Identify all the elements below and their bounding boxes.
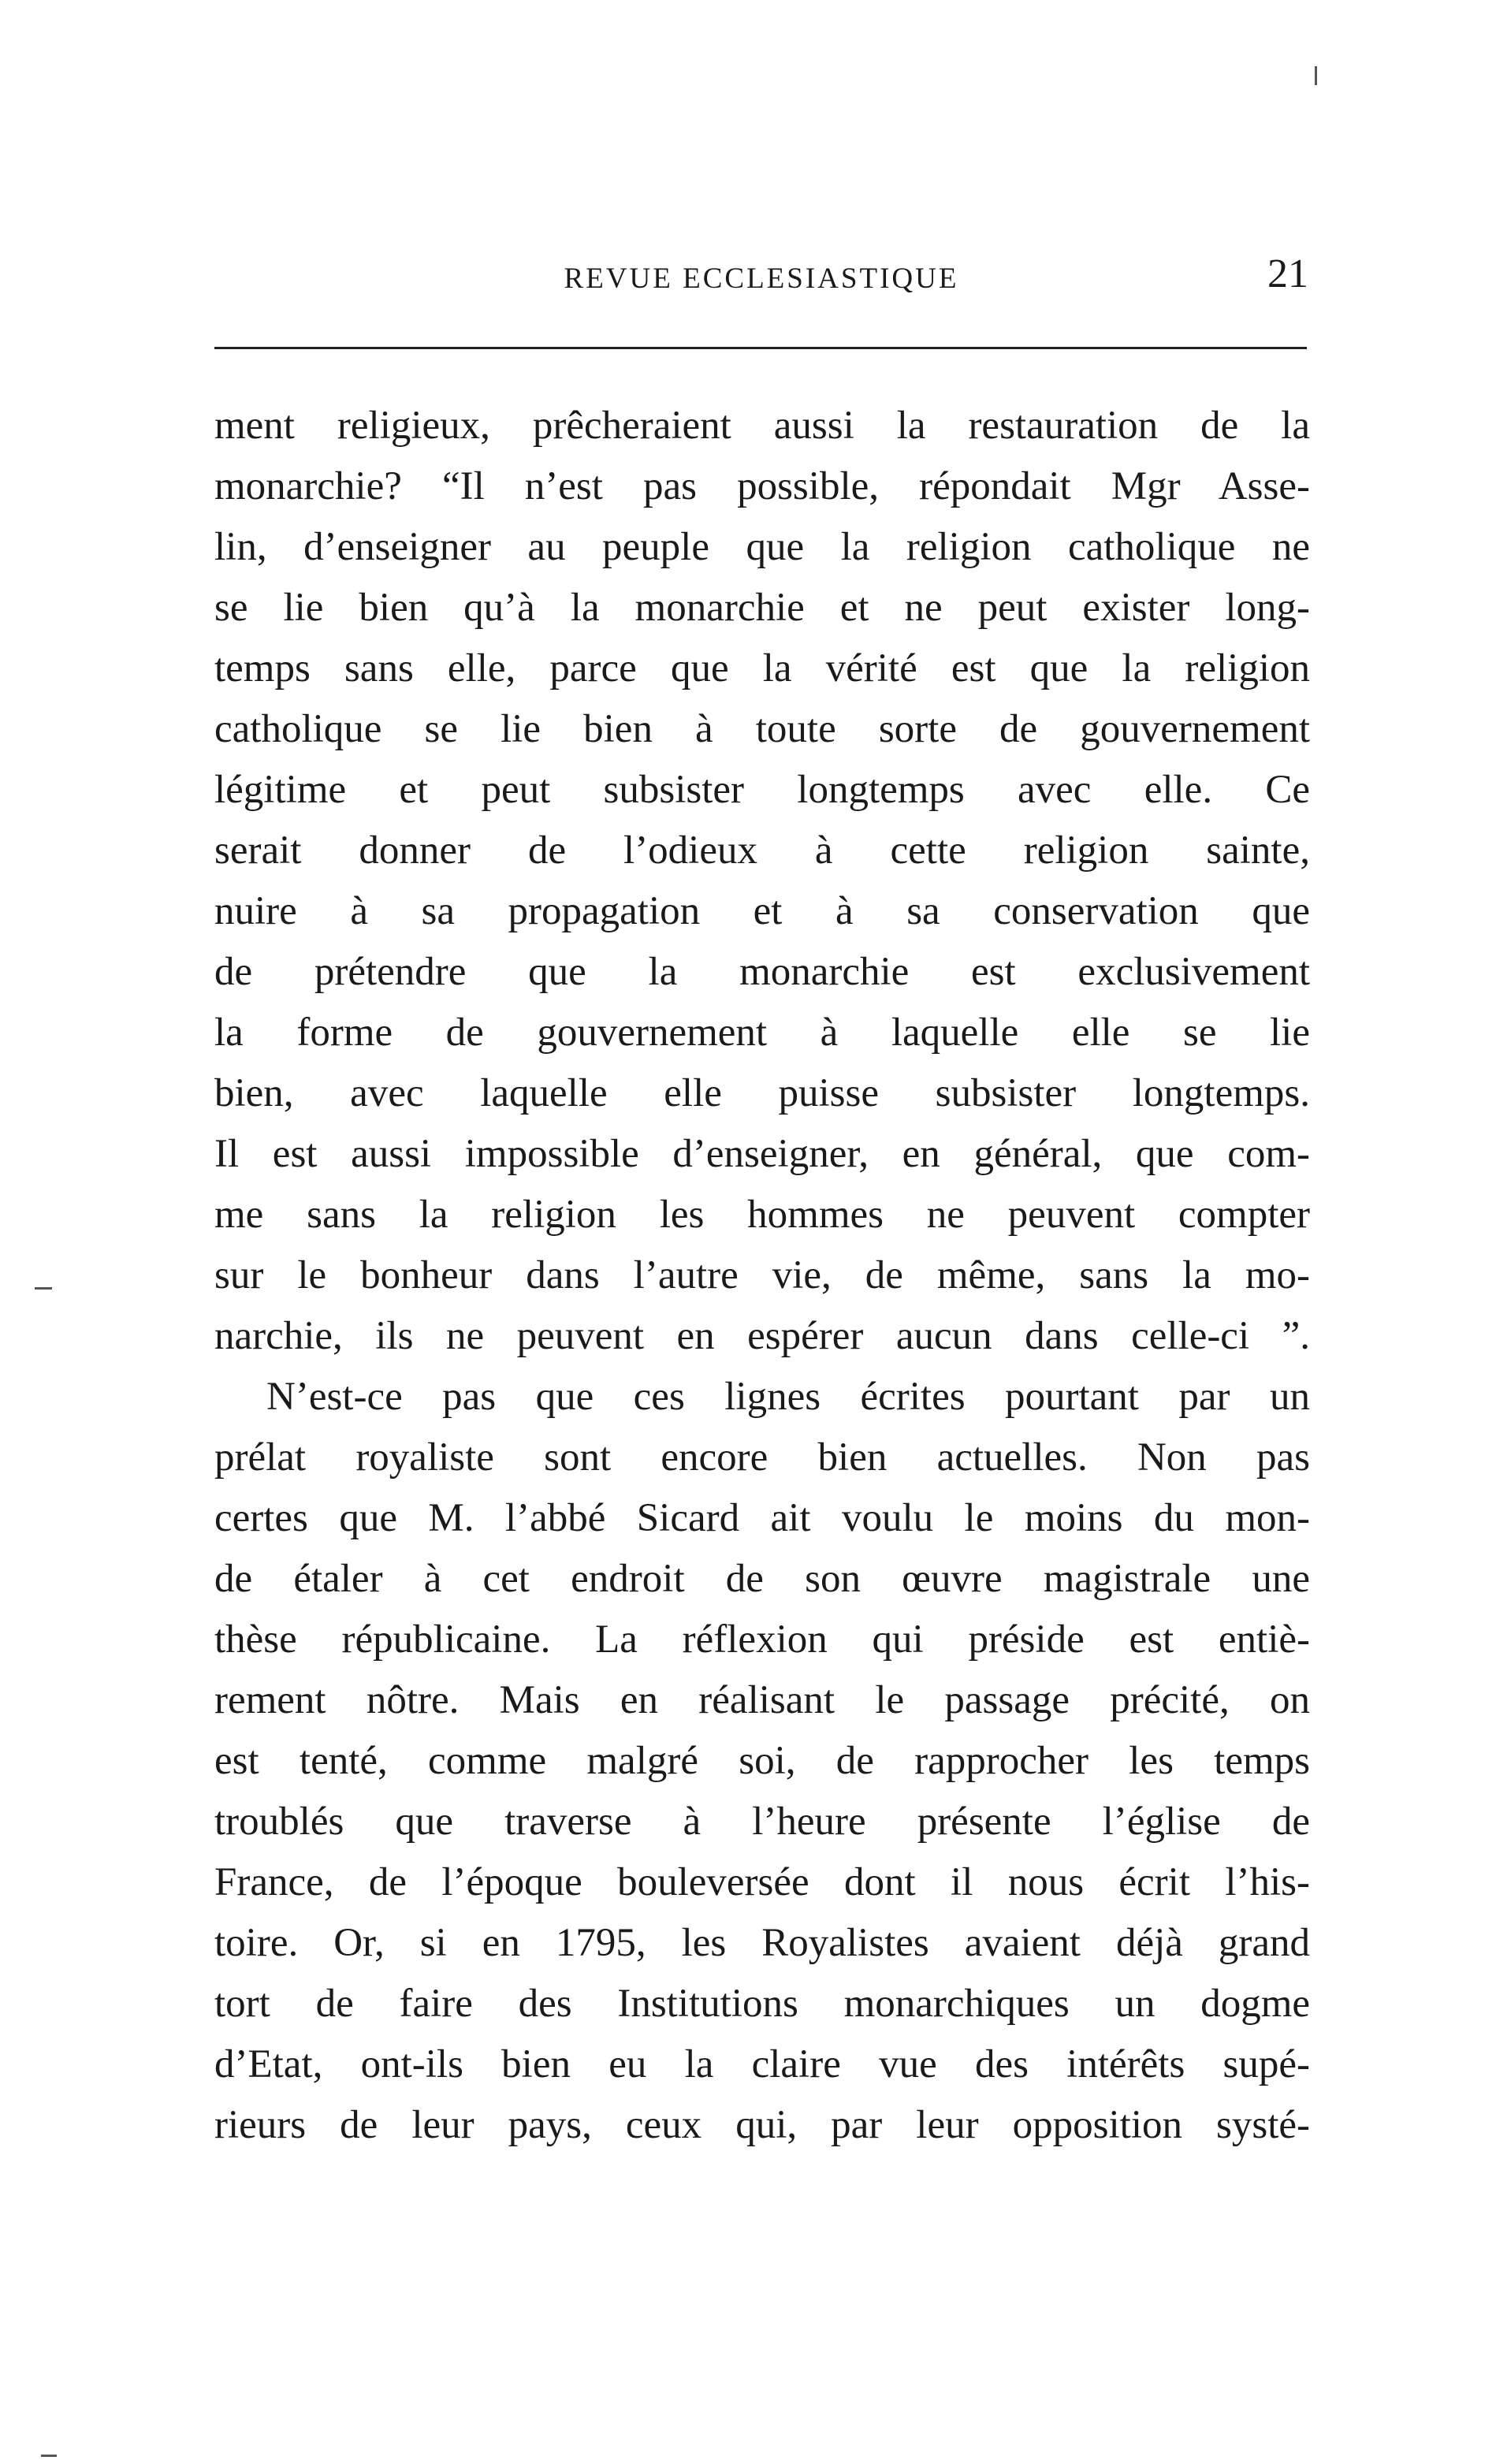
text-line: rieurs de leur pays, ceux qui, par leur opposition systé- [214, 2103, 1310, 2147]
margin-speck [41, 2455, 57, 2457]
text-line: tort de faire des Institutions monarchiques un dogme [214, 1982, 1310, 2026]
text-line: ment religieux, prêcheraient aussi la restauration de la [214, 404, 1310, 448]
page-header [214, 251, 1308, 306]
text-line: bien, avec laquelle elle puisse subsister longtemps. [214, 1071, 1310, 1115]
text-line: nuire à sa propagation et à sa conservation que [214, 889, 1310, 933]
text-line: est tenté, comme malgré soi, de rapprocher les temps [214, 1739, 1310, 1783]
paragraph-2 [214, 1367, 1310, 2156]
page-number: 21 [1267, 251, 1308, 296]
text-line: serait donner de l’odieux à cette religion sainte, [214, 828, 1310, 873]
text-line: de étaler à cet endroit de son œuvre magistrale une [214, 1557, 1310, 1601]
text-line: temps sans elle, parce que la vérité est que la religion [214, 646, 1310, 690]
text-line: rement nôtre. Mais en réalisant le passage précité, on [214, 1678, 1310, 1722]
text-line: prélat royaliste sont encore bien actuelles. Non pas [214, 1435, 1310, 1480]
text-line: catholique se lie bien à toute sorte de gouvernement [214, 707, 1310, 751]
text-line: monarchie? “Il n’est pas possible, répondait Mgr Asse- [214, 464, 1310, 508]
text-line: troublés que traverse à l’heure présente l’église de [214, 1800, 1310, 1844]
text-line: France, de l’époque bouleversée dont il nous écrit l’his- [214, 1860, 1310, 1904]
text-line: certes que M. l’abbé Sicard ait voulu le moins du mon- [214, 1496, 1310, 1540]
text-line: sur le bonheur dans l’autre vie, de même, sans la mo- [214, 1253, 1310, 1297]
text-line: la forme de gouvernement à laquelle elle se lie [214, 1011, 1310, 1055]
text-line: d’Etat, ont-ils bien eu la claire vue des intérêts supé- [214, 2042, 1310, 2086]
text-line: me sans la religion les hommes ne peuvent compter [214, 1193, 1310, 1237]
text-line: N’est-ce pas que ces lignes écrites pourtant par un [266, 1375, 1310, 1419]
text-line: toire. Or, si en 1795, les Royalistes avaient déjà grand [214, 1921, 1310, 1965]
text-line: lin, d’enseigner au peuple que la religion catholique ne [214, 525, 1310, 569]
running-title: REVUE ECCLESIASTIQUE [564, 262, 959, 295]
paragraph-1 [214, 396, 1310, 1367]
text-line: narchie, ils ne peuvent en espérer aucun dans celle-ci ”. [214, 1314, 1310, 1358]
text-line: thèse républicaine. La réflexion qui préside est entiè- [214, 1617, 1310, 1662]
margin-speck [35, 1287, 52, 1290]
margin-speck [1315, 66, 1317, 85]
body-text [214, 396, 1310, 2156]
text-line: de prétendre que la monarchie est exclusivement [214, 950, 1310, 994]
text-line: Il est aussi impossible d’enseigner, en général, que com- [214, 1132, 1310, 1176]
text-line: légitime et peut subsister longtemps avec elle. Ce [214, 768, 1310, 812]
header-rule [214, 347, 1307, 349]
text-line: se lie bien qu’à la monarchie et ne peut exister long- [214, 586, 1310, 630]
